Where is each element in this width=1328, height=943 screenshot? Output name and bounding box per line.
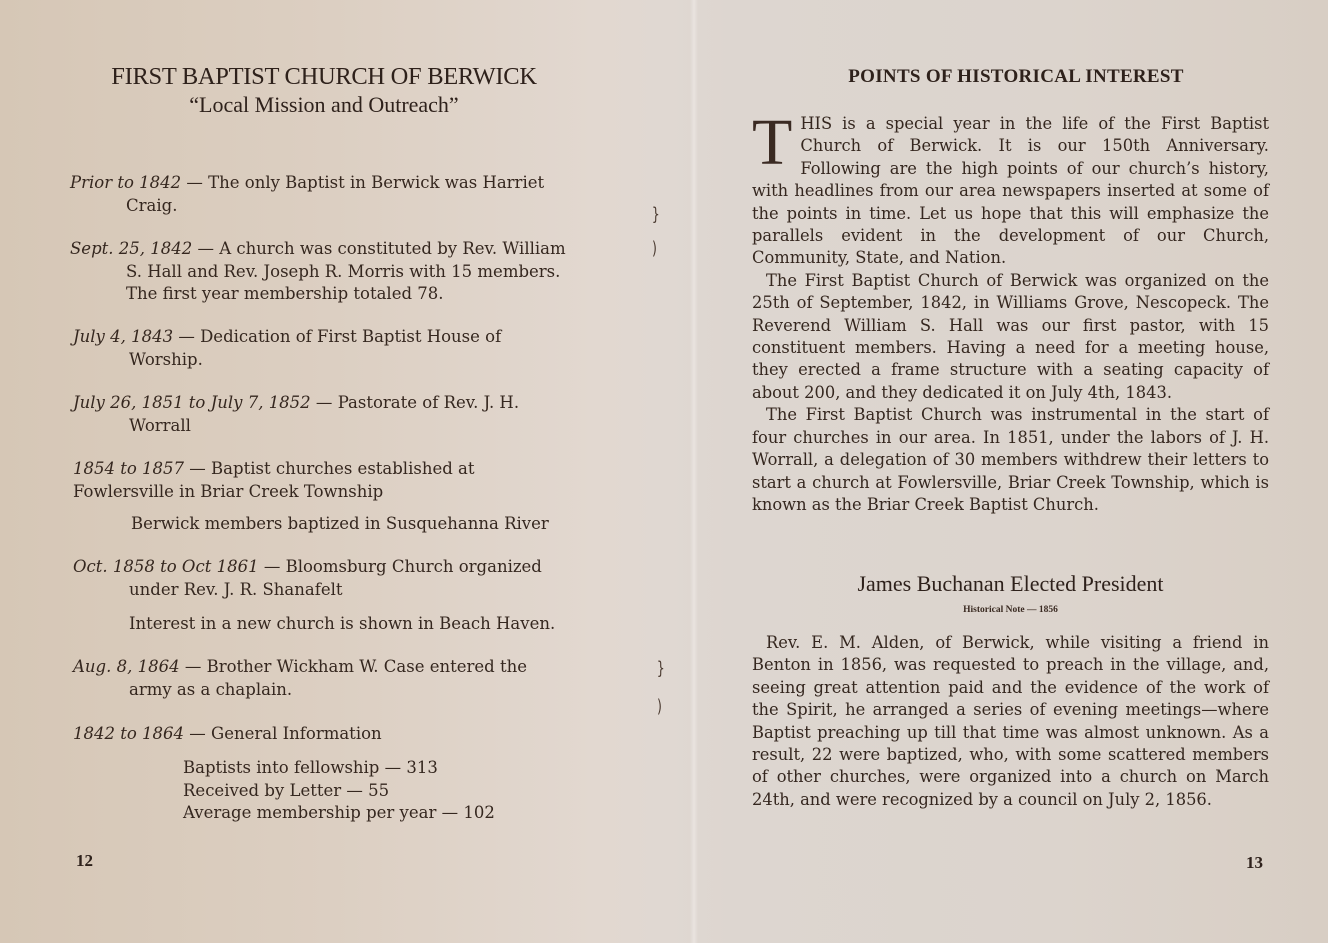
entry-date: Oct. 1858 to Oct 1861 [73,557,259,576]
page-number: 13 [1246,853,1263,872]
timeline-entry: Sept. 25, 1842 — A church was constituted by Rev. William S. Hall and Rev. Joseph R. Morris with 15 members. The first year membership totaled 78. [70,239,566,303]
page-subtitle: “Local Mission and Outreach” [189,92,459,117]
entry-date: 1854 to 1857 [73,459,185,478]
history-paragraph: The First Baptist Church was instrumental in the start of four churches in our area. In 1851, under the labors of J. H. Worrall, a delegation of 30 members withdrew their letters to start a church at Fowlersville, Briar Creek Township, which is known as the Briar Creek Baptist Church. [752,405,1269,514]
entry-date: 1842 to 1864 [73,724,185,743]
entry-date: Sept. 25, 1842 [70,239,193,258]
entry-note: Interest in a new church is shown in Beach Haven. [129,614,556,633]
timeline-entry: 1854 to 1857 — Baptist churches established at Fowlersville in Briar Creek Township Berwick members baptized in Susquehanna River [73,458,593,536]
entry-text: A church was constituted by Rev. William [219,239,566,258]
binding-mark: } [656,658,665,679]
timeline-entry: July 26, 1851 to July 7, 1852 — Pastorate of Rev. J. H. Worrall [73,393,520,435]
intro-paragraph: THIS is a special year in the life of the First Baptist Church of Berwick. It is our 150th Anniversary. Following are the high points of our church’s history, with headlines from our area newspapers inserted at some of the points in time. Let us hope that this will emphasize the parallels evident in the development of our Church, Community, State, and Nation. [752,106,1269,268]
history-paragraph: Rev. E. M. Alden, of Berwick, while visiting a friend in Benton in 1856, was requested to preach in the village, and, seeing great attention paid and the evidence of the work of the Spirit, he arranged a series of evening meetings—where Baptist preaching up till that time was almost unknown. As a result, 22 were baptized, who, with some scattered members of other churches, were organized into a church on March 24th, and were recognized by a council on July 2, 1856. [752,633,1269,809]
entry-date: Aug. 8, 1864 [73,657,180,676]
entry-text: General Information [211,724,382,743]
page-number: 12 [76,851,93,870]
entry-text: Dedication of First Baptist House of [200,327,502,346]
right-page [698,0,1328,943]
entry-date: Prior to 1842 [70,173,182,192]
entry-text: Baptist churches established at [211,459,475,478]
stat-line: Received by Letter — 55 [183,780,390,800]
binding-mark: } [651,204,660,225]
entry-date: July 26, 1851 to July 7, 1852 [73,393,311,412]
article-body [752,106,1269,516]
article-body [752,632,1269,811]
book-spine [690,0,698,943]
general-info-stats [183,757,495,825]
entry-date: July 4, 1843 [73,327,174,346]
headline-note: Historical Note — 1856 [963,605,1058,615]
stat-line: Average membership per year — 102 [183,803,495,822]
entry-text: Bloomsburg Church organized [285,557,542,576]
entry-text: Pastorate of Rev. J. H. [337,393,520,412]
newspaper-headline: James Buchanan Elected President [857,571,1164,596]
timeline-entry: Prior to 1842 — The only Baptist in Berwick was Harriet Craig. [70,173,545,215]
binding-mark: ) [657,696,662,717]
entry-note: Berwick members baptized in Susquehanna River [131,514,549,533]
page-title: FIRST BAPTIST CHURCH OF BERWICK [111,63,537,90]
timeline-entry: 1842 to 1864 — General Information [73,724,382,743]
entry-text: Brother Wickham W. Case entered the [206,657,527,676]
timeline-entry: July 4, 1843 — Dedication of First Baptist House of Worship. [73,327,502,369]
page-title: POINTS OF HISTORICAL INTEREST [848,66,1184,87]
stat-line: Baptists into fellowship — 313 [183,758,438,777]
timeline-entry: Oct. 1858 to Oct 1861 — Bloomsburg Church organized under Rev. J. R. Shanafelt Interest in a new church is shown in Beach Haven. [73,556,593,636]
entry-text: The only Baptist in Berwick was Harriet [208,173,545,192]
timeline-entry: Aug. 8, 1864 — Brother Wickham W. Case entered the army as a chaplain. [73,657,527,699]
binding-mark: ) [652,238,657,259]
drop-cap: T [752,106,793,179]
history-paragraph: The First Baptist Church of Berwick was organized on the 25th of September, 1842, in Williams Grove, Nescopeck. The Reverend William S. Hall was our first pastor, with 15 constituent members. Having a need for a meeting house, they erected a frame structure with a seating capacity of about 200, and they dedicated it on July 4th, 1843. [752,270,1269,402]
